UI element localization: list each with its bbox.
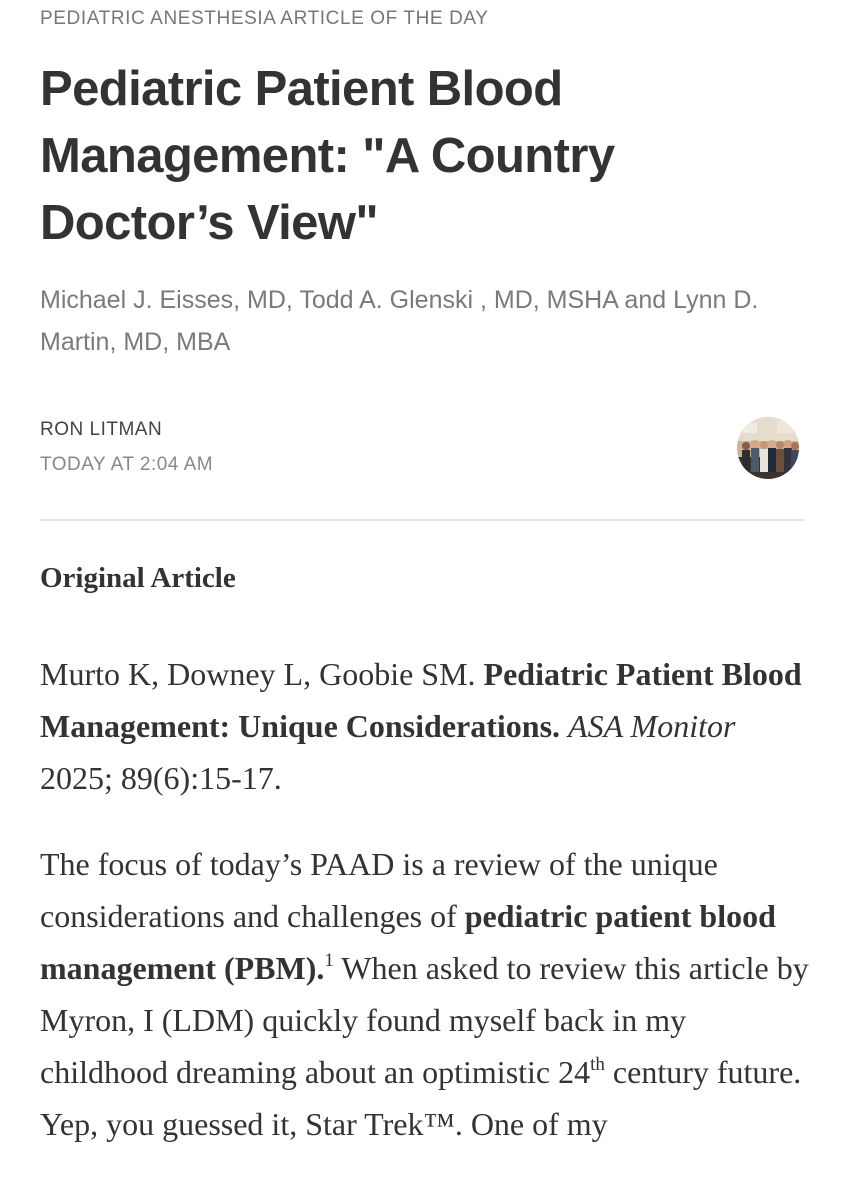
- citation-title: Pediatric Patient Blood Management: Unique Considerations.: [40, 656, 802, 744]
- body-continuation: When asked to review this article by Myron, I (LDM) quickly found myself back in my childhood dreaming about an optimistic 24: [40, 950, 809, 1090]
- header-divider: [40, 519, 804, 521]
- body-ending: century future. Yep, you guessed it, Star Trek™. One of my: [40, 1054, 802, 1142]
- author-avatar[interactable]: [737, 417, 799, 479]
- article-subtitle: Michael J. Eisses, MD, Todd A. Glenski , MD, MSHA and Lynn D. Martin, MD, MBA: [40, 286, 759, 356]
- citation-authors: Murto K, Downey L, Goobie SM.: [40, 656, 484, 692]
- author-name[interactable]: RON LITMAN: [40, 419, 163, 440]
- publication-kicker[interactable]: PEDIATRIC ANESTHESIA ARTICLE OF THE DAY: [40, 8, 489, 29]
- group-photo-avatar-icon: [737, 417, 799, 479]
- body-paragraph: [40, 838, 810, 1150]
- section-heading: Original Article: [40, 562, 236, 594]
- body-intro: The focus of today’s PAAD is a review of the unique considerations and challenges of: [40, 846, 718, 934]
- article-title: Pediatric Patient Blood Management: "A Country Doctor’s View": [40, 62, 615, 250]
- footnote-reference[interactable]: 1: [324, 950, 334, 971]
- post-timestamp: TODAY AT 2:04 AM: [40, 454, 214, 475]
- body-key-term: pediatric patient blood management (PBM).: [40, 898, 776, 986]
- ordinal-suffix: th: [590, 1054, 605, 1075]
- citation-details: 2025; 89(6):15-17.: [40, 760, 282, 796]
- article-citation: [40, 648, 810, 804]
- citation-journal: ASA Monitor: [568, 708, 736, 744]
